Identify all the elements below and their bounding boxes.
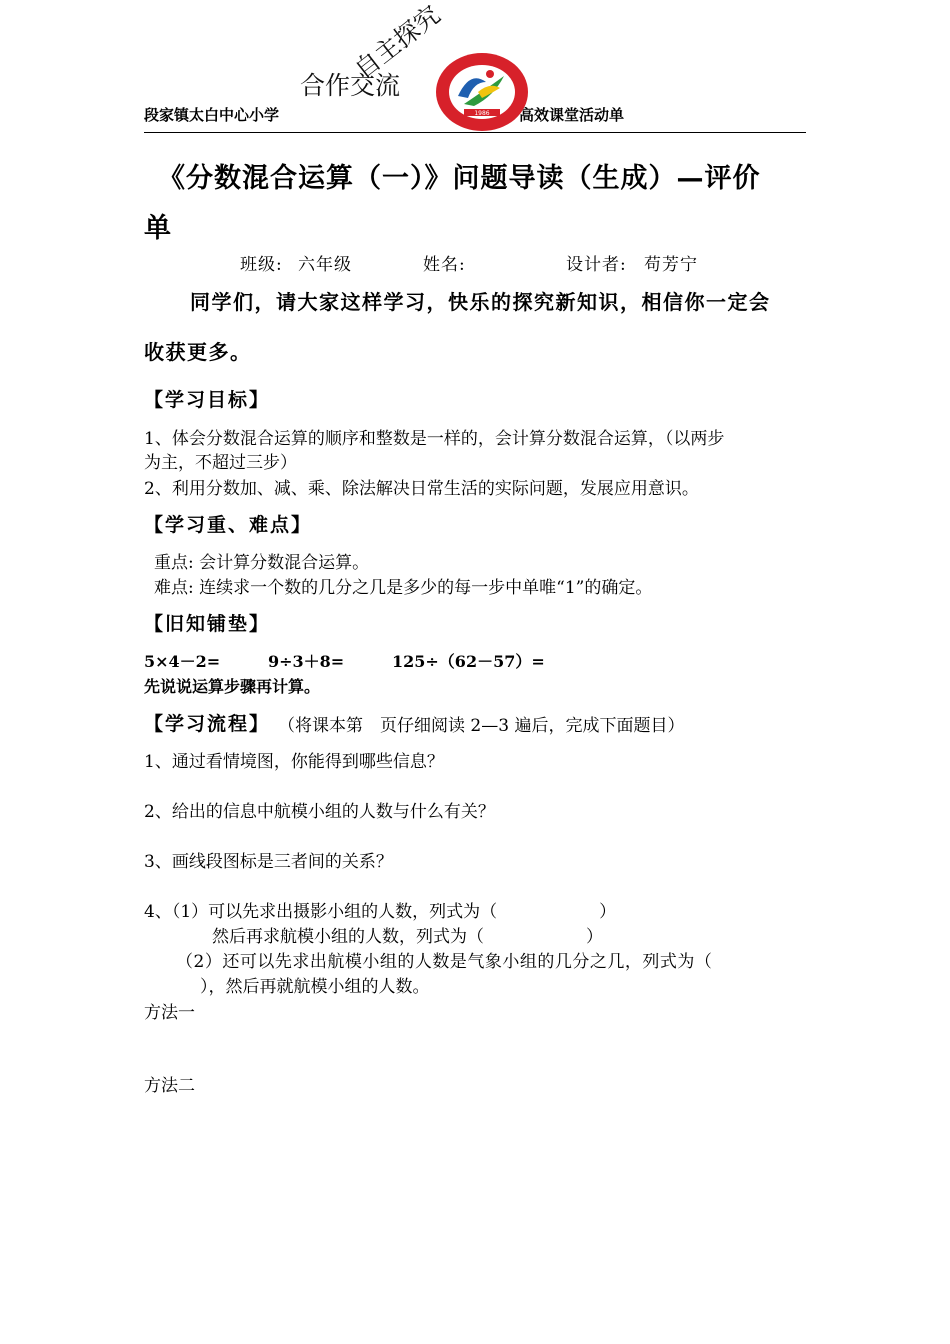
- question-2: 2、给出的信息中航模小组的人数与什么有关？: [144, 802, 495, 822]
- intro-line1: 同学们，请大家这样学习，快乐的探究新知识，相信你一定会: [190, 290, 771, 314]
- question-4-part2: （2）还可以先求出航模小组的人数是气象小组的几分之几，列式为（: [176, 952, 713, 972]
- difficulty-text: 难点: 连续求一个数的几分之几是多少的每一步中单唯“1”的确定。: [154, 578, 653, 598]
- school-name: 段家镇太白中心小学: [144, 106, 280, 124]
- school-logo: [434, 52, 530, 132]
- goals-heading: 【学习目标】: [144, 389, 271, 411]
- question-3: 3、画线段图标是三者间的关系？: [144, 852, 393, 872]
- review-note: 先说说运算步骤再计算。: [144, 677, 321, 696]
- keypoints-heading: 【学习重、难点】: [144, 514, 313, 536]
- review-expression-2: 9÷3＋8=: [268, 652, 345, 671]
- handwritten-cooperation-text: 合作交流: [300, 71, 401, 100]
- intro-line2: 收获更多。: [144, 340, 252, 364]
- goal-line2: 为主，不超过三步）: [144, 453, 297, 473]
- process-instruction: （将课本第 页仔细阅读 2—3 遍后，完成下面题目）: [278, 716, 685, 736]
- goal-line1: 1、体会分数混合运算的顺序和整数是一样的，会计算分数混合运算，（以两步: [144, 429, 725, 449]
- review-expression-1: 5×4－2=: [144, 652, 221, 671]
- class-value: 六年级: [298, 255, 352, 275]
- designer-label: 设计者:: [566, 255, 627, 275]
- keypoint-text: 重点: 会计算分数混合运算。: [154, 553, 370, 573]
- method-one-label: 方法一: [144, 1003, 195, 1023]
- question-4-part1: 4、（1）可以先求出摄影小组的人数，列式为（ ）: [144, 902, 617, 922]
- designer-value: 苟芳宁: [644, 255, 698, 275]
- question-1: 1、通过看情境图，你能得到哪些信息？: [144, 752, 444, 772]
- goal-line3: 2、利用分数加、减、乘、除法解决日常生活的实际问题，发展应用意识。: [144, 479, 699, 499]
- question-4-part2-continued: ），然后再就航模小组的人数。: [200, 977, 430, 997]
- process-heading: 【学习流程】: [144, 713, 271, 735]
- activity-sheet-label: 高效课堂活动单: [519, 106, 625, 124]
- review-expression-3: 125÷（62－57）=: [392, 652, 545, 671]
- review-heading: 【旧知铺垫】: [144, 613, 271, 635]
- page-title-line1: 《分数混合运算（一）》问题导读（生成）—评价: [158, 163, 761, 194]
- handwritten-inquiry-text: 自主探究: [348, 0, 446, 85]
- question-4-part1-continued: 然后再求航模小组的人数，列式为（ ）: [212, 927, 603, 947]
- logo-year: 1986: [474, 110, 490, 117]
- header-divider: [144, 132, 806, 133]
- name-label: 姓名:: [423, 255, 466, 275]
- method-two-label: 方法二: [144, 1076, 195, 1096]
- class-label: 班级:: [240, 255, 283, 275]
- page-title-line2: 单: [144, 213, 172, 244]
